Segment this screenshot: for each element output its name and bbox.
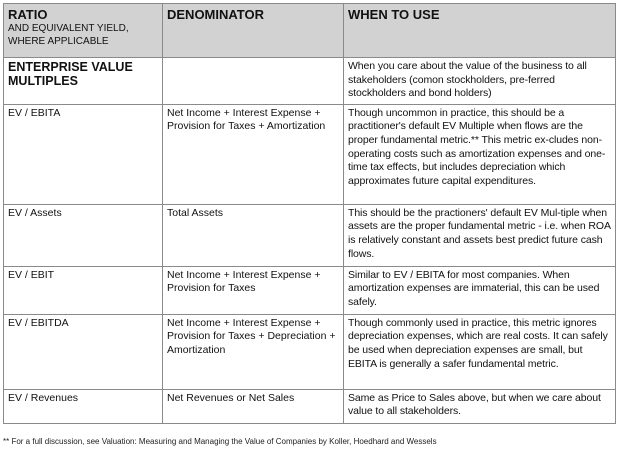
header-ratio: [4, 4, 163, 58]
ratio-table: [3, 3, 616, 424]
table-row: [4, 204, 616, 266]
when-cell: Similar to EV / EBITA for most companies. When amortization expenses are immaterial, this can be used safely.: [344, 266, 616, 314]
section-desc: When you care about the value of the business to all stakeholders (comon stockholders, pre-ferred stockholders and bond holders): [344, 58, 616, 105]
header-row: [4, 4, 616, 58]
denominator-cell: Total Assets: [163, 204, 344, 266]
table-row: [4, 389, 616, 423]
when-cell: Same as Price to Sales above, but when we care about value to all stakeholders.: [344, 389, 616, 423]
when-cell: Though uncommon in practice, this should be a practitioner's default EV Multiple when flows are the proper fundamental metric.** This metric ex-cludes non-operating costs such as amortization expenses and one-time tax effects, but includes depreciation which approximates future capital expenditures.: [344, 104, 616, 204]
header-ratio-label: RATIO: [8, 7, 48, 22]
section-title: ENTERPRISE VALUE MULTIPLES: [4, 58, 163, 105]
denominator-cell: Net Revenues or Net Sales: [163, 389, 344, 423]
when-cell: This should be the practioners' default EV Mul-tiple when assets are the proper fundamental metric - i.e. when ROA is relatively constant and assets best predict future cash flows.: [344, 204, 616, 266]
table-row: [4, 314, 616, 389]
denominator-cell: Net Income + Interest Expense + Provision for Taxes: [163, 266, 344, 314]
table-row: [4, 104, 616, 204]
denominator-cell: Net Income + Interest Expense + Provision for Taxes + Amortization: [163, 104, 344, 204]
header-denominator: DENOMINATOR: [163, 4, 344, 58]
header-when-to-use: WHEN TO USE: [344, 4, 616, 58]
denominator-cell: Net Income + Interest Expense + Provision for Taxes + Depreciation + Amortization: [163, 314, 344, 389]
ratio-cell: EV / EBIT: [4, 266, 163, 314]
table-row: [4, 266, 616, 314]
ratio-cell: EV / Revenues: [4, 389, 163, 423]
ratio-cell: EV / Assets: [4, 204, 163, 266]
ratio-cell: EV / EBITDA: [4, 314, 163, 389]
when-cell: Though commonly used in practice, this metric ignores depreciation expenses, which are real costs. It can safely be used when depreciation expenses are small, but EBITA is generally a safer fundamental metric.: [344, 314, 616, 389]
section-denominator: [163, 58, 344, 105]
footnote: ** For a full discussion, see Valuation: Measuring and Managing the Value of Companies by Koller, Hoedhard and Wessels: [3, 437, 437, 446]
section-row: [4, 58, 616, 105]
header-ratio-sub: AND EQUIVALENT YIELD, WHERE APPLICABLE: [8, 23, 129, 47]
ratio-cell: EV / EBITA: [4, 104, 163, 204]
